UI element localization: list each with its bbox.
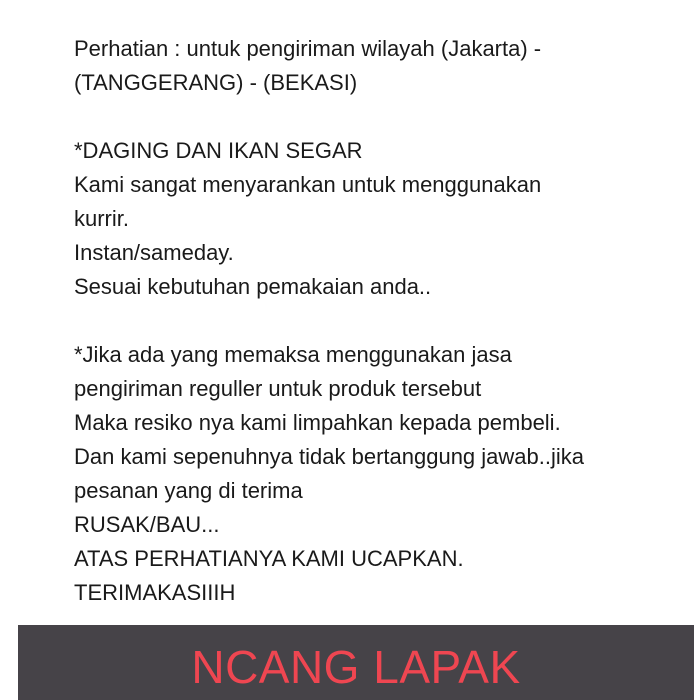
store-name-banner bbox=[18, 625, 694, 700]
notice-header-line-1: Perhatian : untuk pengiriman wilayah (Jakarta) - bbox=[74, 36, 542, 61]
notice-text-block bbox=[74, 32, 674, 610]
notice-header-line-2: (TANGGERANG) - (BEKASI) bbox=[74, 70, 358, 95]
paragraph-spacer bbox=[74, 100, 674, 134]
warning-section-line-3: Dan kami sepenuhnya tidak bertanggung jawab..jika bbox=[74, 444, 584, 469]
warning-section-line-5: RUSAK/BAU... bbox=[74, 512, 220, 537]
fresh-section-line-1: Kami sangat menyarankan untuk menggunakan bbox=[74, 172, 542, 197]
warning-section-line-4: pesanan yang di terima bbox=[74, 478, 303, 503]
paragraph-spacer bbox=[74, 304, 674, 338]
closing-line: ATAS PERHATIANYA KAMI UCAPKAN. bbox=[74, 546, 464, 571]
fresh-section-line-2: kurrir. bbox=[74, 206, 129, 231]
warning-section-line-2: Maka resiko nya kami limpahkan kepada pembeli. bbox=[74, 410, 561, 435]
fresh-section-line-4: Sesuai kebutuhan pemakaian anda.. bbox=[74, 274, 432, 299]
warning-section-line-1: pengiriman reguller untuk produk tersebut bbox=[74, 376, 482, 401]
store-name: NCANG LAPAK bbox=[191, 641, 521, 693]
fresh-section-line-3: Instan/sameday. bbox=[74, 240, 234, 265]
fresh-section-heading: *DAGING DAN IKAN SEGAR bbox=[74, 138, 363, 163]
thanks-line: TERIMAKASIIIH bbox=[74, 580, 236, 605]
warning-section-heading: *Jika ada yang memaksa menggunakan jasa bbox=[74, 342, 512, 367]
